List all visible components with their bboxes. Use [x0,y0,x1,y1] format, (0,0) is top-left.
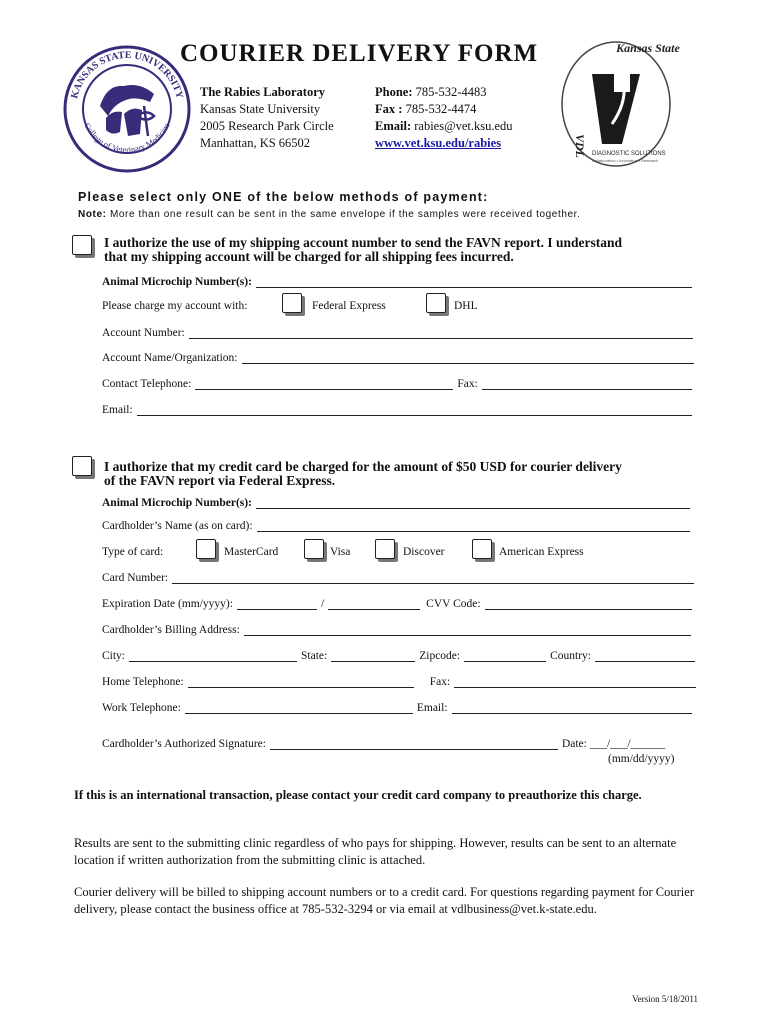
credit-microchip-field[interactable] [256,498,690,509]
date-field[interactable]: Date: ___/___/______ [561,738,666,750]
state-label: State: [301,650,328,662]
expiration-row [102,598,692,610]
card-number-label: Card Number: [102,572,169,584]
shipping-authorization-title [104,236,622,264]
credit-authorization-title [104,460,622,488]
mastercard-label: MasterCard [224,546,279,558]
signature-field[interactable] [270,739,558,750]
home-phone-field[interactable] [188,677,414,688]
credit-title-line1: I authorize that my credit card be charged for the amount of $50 USD for courier delivery [104,459,622,474]
cvv-label: CVV Code: [426,598,481,610]
credit-title-line2: of the FAVN report via Federal Express. [104,473,336,488]
seal-subtext: College of Veterinary Medicine [82,121,172,155]
account-number-field[interactable] [189,328,693,339]
amex-checkbox[interactable] [472,539,492,559]
shipping-microchip-field[interactable] [256,277,692,288]
expiration-label: Expiration Date (mm/yyyy): [102,598,233,610]
account-number-row [102,327,693,339]
contact-phone-row [102,378,692,390]
shipping-title-line1: I authorize the use of my shipping account number to send the FAVN report. I understand [104,235,623,250]
credit-microchip-row [102,497,690,509]
country-label: Country: [550,650,591,662]
signature-row [102,738,692,750]
date-format-hint: (mm/dd/yyyy) [608,753,675,765]
form-title: COURIER DELIVERY FORM [180,40,539,67]
note-label: Note: [78,209,107,220]
country-field[interactable] [595,651,695,662]
credit-email-field[interactable] [452,703,692,714]
card-number-row [102,572,694,584]
work-phone-row [102,702,692,714]
email-value: rabies@vet.ksu.edu [414,119,513,133]
vdl-letters: VDL [573,134,587,158]
zipcode-field[interactable] [464,651,546,662]
lab-name: The Rabies Laboratory [200,85,325,99]
zipcode-label: Zipcode: [419,650,461,662]
note-text: More than one result can be sent in the same envelope if the samples were received together. [109,209,581,220]
city-label: City: [102,650,126,662]
international-notice: If this is an international transaction, please contact your credit card company to preauthorize this charge. [74,788,642,802]
vdl-logo [552,34,680,169]
street-address: 2005 Research Park Circle [200,119,334,133]
cardholder-name-row [102,520,690,532]
city-state-zip: Manhattan, KS 66502 [200,136,311,150]
expiration-year-field[interactable] [328,599,420,610]
discover-label: Discover [403,546,445,558]
fedex-label: Federal Express [312,300,386,312]
account-name-label: Account Name/Organization: [102,352,238,364]
vdl-state-label: Kansas State [616,41,680,55]
shipping-account-checkbox[interactable] [72,235,92,255]
contact-info [375,84,513,152]
kstate-seal-logo [62,44,192,174]
amex-label: American Express [499,546,584,558]
credit-fax-label: Fax: [429,676,451,688]
contact-phone-label: Contact Telephone: [102,378,192,390]
university-name: Kansas State University [200,102,321,116]
account-number-label: Account Number: [102,327,185,339]
shipping-microchip-label: Animal Microchip Number(s): [102,276,252,288]
work-phone-field[interactable] [185,703,413,714]
phone-value: 785-532-4483 [415,85,487,99]
home-phone-label: Home Telephone: [102,676,184,688]
shipping-fax-field[interactable] [482,379,692,390]
account-name-row [102,352,694,364]
billing-address-row [102,624,691,636]
credit-email-label: Email: [416,702,448,714]
website-link[interactable]: www.vet.ksu.edu/rabies [375,136,502,150]
email-label: Email: [375,119,412,133]
fax-label: Fax : [375,102,403,116]
shipping-email-row [102,404,692,416]
signature-label: Cardholder’s Authorized Signature: [102,738,266,750]
visa-label: Visa [330,546,351,558]
account-name-field[interactable] [242,353,694,364]
shipping-charge-label: Please charge my account with: [102,300,248,312]
city-state-row [102,650,695,662]
contact-phone-field[interactable] [195,379,453,390]
credit-microchip-label: Animal Microchip Number(s): [102,497,252,509]
shipping-email-label: Email: [102,404,133,416]
vdl-tagline-sub: Collaboration • Innovation • Research [592,158,659,163]
phone-label: Phone: [375,85,413,99]
seal-text: KANSAS STATE UNIVERSITY [69,49,185,100]
mastercard-checkbox[interactable] [196,539,216,559]
work-phone-label: Work Telephone: [102,702,181,714]
shipping-email-field[interactable] [137,405,692,416]
billing-address-field[interactable] [244,625,691,636]
shipping-fax-label: Fax: [457,378,478,390]
city-field[interactable] [129,651,297,662]
fax-value: 785-532-4474 [405,102,477,116]
state-field[interactable] [331,651,415,662]
expiration-month-field[interactable] [237,599,317,610]
dhl-label: DHL [454,300,478,312]
discover-checkbox[interactable] [375,539,395,559]
cvv-field[interactable] [485,599,692,610]
card-number-field[interactable] [172,573,694,584]
results-notice: Results are sent to the submitting clinic regardless of who pays for shipping. However, results can be sent to an alternate location if written authorization from the submitting clinic is attached. [74,836,677,867]
version-label: Version 5/18/2011 [632,994,698,1004]
payment-note [78,209,580,220]
cardholder-name-field[interactable] [257,521,690,532]
fedex-checkbox[interactable] [282,293,302,313]
home-phone-row [102,676,696,688]
lab-address [200,84,334,152]
credit-card-checkbox[interactable] [72,456,92,476]
cardholder-name-label: Cardholder’s Name (as on card): [102,520,253,532]
expiration-slash: / [320,598,325,610]
visa-checkbox[interactable] [304,539,324,559]
card-type-label: Type of card: [102,546,164,558]
courier-billing-notice: Courier delivery will be billed to shipping account numbers or to a credit card. For questions regarding payment for Courier delivery, please contact the business office at 785-532-3294 or via email at vdlbusiness@vet.k-state.edu. [74,885,694,916]
credit-fax-field[interactable] [454,677,696,688]
dhl-checkbox[interactable] [426,293,446,313]
vdl-tagline: DIAGNOSTIC SOLUTIONS [592,151,666,157]
billing-address-label: Cardholder’s Billing Address: [102,624,240,636]
shipping-microchip-row [102,276,692,288]
payment-heading: Please select only ONE of the below methods of payment: [78,190,489,204]
shipping-title-line2: that my shipping account will be charged for all shipping fees incurred. [104,249,514,264]
